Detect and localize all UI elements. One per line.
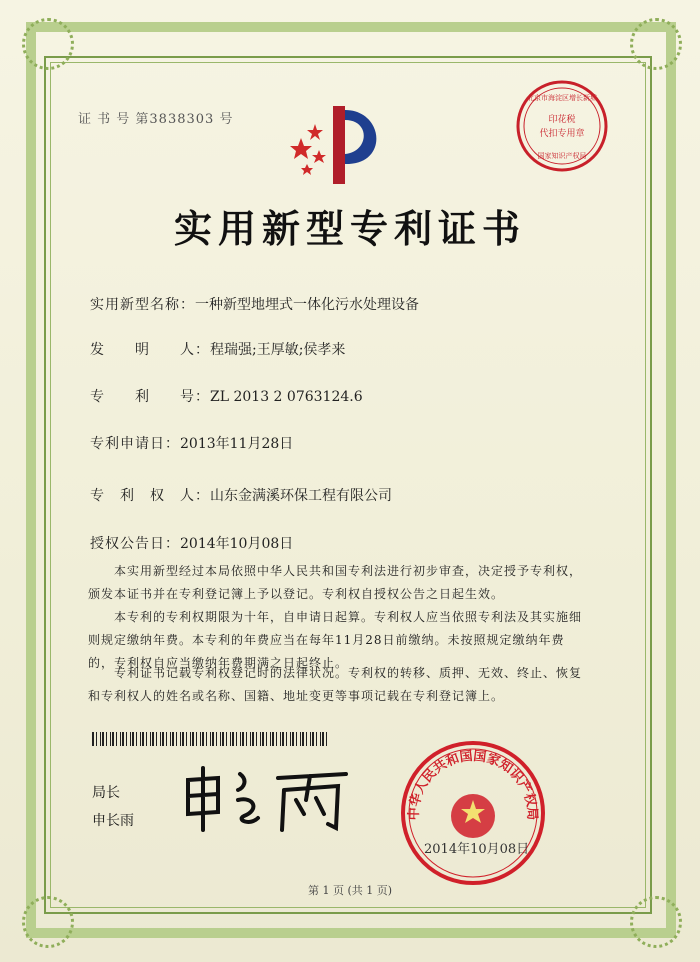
sipo-logo-icon bbox=[285, 100, 395, 190]
certificate-number bbox=[78, 108, 233, 127]
svg-text:印花税: 印花税 bbox=[548, 115, 576, 125]
certificate-number-label: 证 书 号 第 bbox=[78, 112, 150, 127]
field-inventors: 发 明 人：程瑞强;王厚敏;侯孝来 bbox=[90, 342, 346, 358]
field-patent-number: 专 利 号：ZL 2013 2 0763124.6 bbox=[90, 389, 363, 405]
barcode bbox=[92, 732, 328, 746]
page-footer: 第 1 页 (共 1 页) bbox=[307, 884, 393, 897]
paragraph-grant: 本实用新型经过本局依照中华人民共和国专利法进行初步审查，决定授予专利权，颁发本证书并在专利登记簿上予以登记。专利权自授权公告之日起生效。 bbox=[88, 564, 583, 601]
corner-ornament bbox=[630, 18, 682, 70]
paragraph-legal-status: 专利证书记载专利权登记时的法律状况。专利权的转移、质押、无效、终止、恢复和专利权人的姓名或名称、国籍、地址变更等事项记载在专利登记簿上。 bbox=[88, 666, 583, 703]
director-title: 局长 bbox=[92, 785, 120, 801]
corner-ornament bbox=[22, 18, 74, 70]
svg-text:代扣专用章: 代扣专用章 bbox=[539, 129, 585, 139]
field-utility-model-name: 实用新型名称：一种新型地埋式一体化污水处理设备 bbox=[90, 297, 419, 313]
corner-ornament bbox=[630, 896, 682, 948]
director-signature bbox=[178, 760, 358, 840]
certificate-title: 实用新型专利证书 bbox=[173, 206, 526, 251]
seal-date: 2014年10月08日 bbox=[424, 842, 530, 857]
corner-ornament bbox=[22, 896, 74, 948]
field-application-date: 专利申请日：2013年11月28日 bbox=[90, 436, 294, 452]
svg-text:国家知识产权局: 国家知识产权局 bbox=[537, 152, 587, 160]
sipo-official-seal bbox=[398, 738, 548, 888]
certificate-number-value: 3838303 bbox=[149, 112, 215, 127]
field-patentee: 专 利 权 人：山东金满溪环保工程有限公司 bbox=[90, 488, 392, 504]
svg-text:北京市海淀区增长新城: 北京市海淀区增长新城 bbox=[527, 94, 597, 102]
certificate-number-suffix: 号 bbox=[219, 112, 234, 127]
director-name: 申长雨 bbox=[92, 813, 134, 829]
tax-seal-stamp bbox=[514, 78, 610, 174]
paragraph-term: 本专利的专利权期限为十年，自申请日起算。专利权人应当依照专利法及其实施细则规定缴纳年费。本专利的年费应当在每年11月28日前缴纳。未按照规定缴纳年费的，专利权自应当缴纳年费期满之日起终止。 bbox=[88, 610, 583, 670]
field-announcement-date: 授权公告日：2014年10月08日 bbox=[90, 536, 294, 552]
svg-text:中华人民共和国国家知识产权局: 中华人民共和国国家知识产权局 bbox=[406, 748, 540, 821]
